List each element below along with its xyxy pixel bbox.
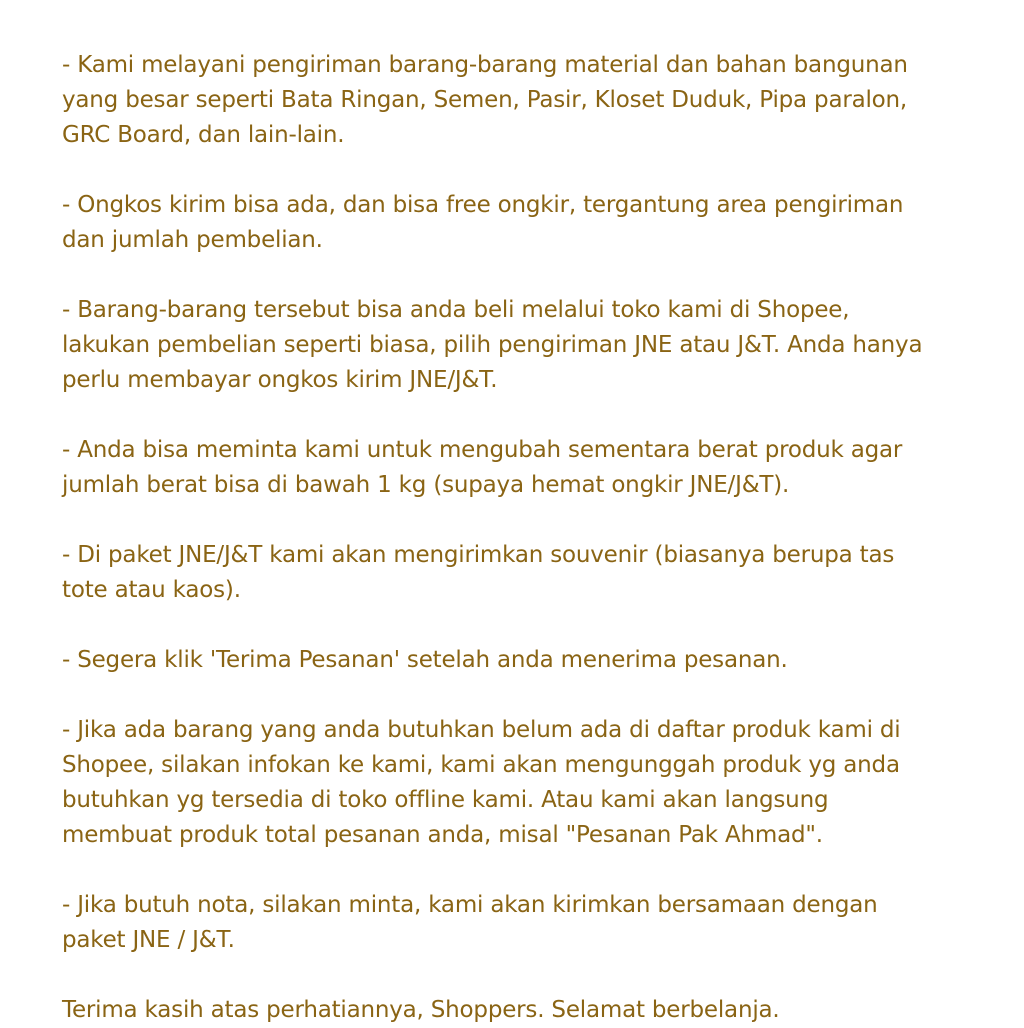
paragraph-weight-change: - Anda bisa meminta kami untuk mengubah sementara berat produk agar jumlah berat bisa di bawah 1 kg (supaya hemat ongkir JNE/J&T). — [62, 437, 903, 498]
paragraph-souvenir: - Di paket JNE/J&T kami akan mengirimkan souvenir (biasanya berupa tas tote atau kaos). — [62, 542, 895, 603]
notice-document — [62, 48, 962, 1028]
closing-line: Terima kasih atas perhatiannya, Shoppers. Selamat berbelanja. — [62, 997, 780, 1023]
paragraph-shipping-cost: - Ongkos kirim bisa ada, dan bisa free ongkir, tergantung area pengiriman dan jumlah pembelian. — [62, 192, 904, 253]
paragraph-missing-product: - Jika ada barang yang anda butuhkan belum ada di daftar produk kami di Shopee, silakan infokan ke kami, kami akan mengunggah produk yg anda butuhkan yg tersedia di toko offline kami. Atau kami akan langsung membuat produk total pesanan anda, misal "Pesanan Pak Ahmad". — [62, 717, 901, 848]
paragraph-accept-order: - Segera klik 'Terima Pesanan' setelah anda menerima pesanan. — [62, 647, 788, 673]
paragraph-receipt: - Jika butuh nota, silakan minta, kami akan kirimkan bersamaan dengan paket JNE / J&T. — [62, 892, 878, 953]
paragraph-shopee-purchase: - Barang-barang tersebut bisa anda beli melalui toko kami di Shopee, lakukan pembelian seperti biasa, pilih pengiriman JNE atau J&T. Anda hanya perlu membayar ongkos kirim JNE/J&T. — [62, 297, 923, 393]
paragraph-shipping-materials: - Kami melayani pengiriman barang-barang material dan bahan bangunan yang besar seperti Bata Ringan, Semen, Pasir, Kloset Duduk, Pipa paralon, GRC Board, dan lain-lain. — [62, 52, 908, 148]
